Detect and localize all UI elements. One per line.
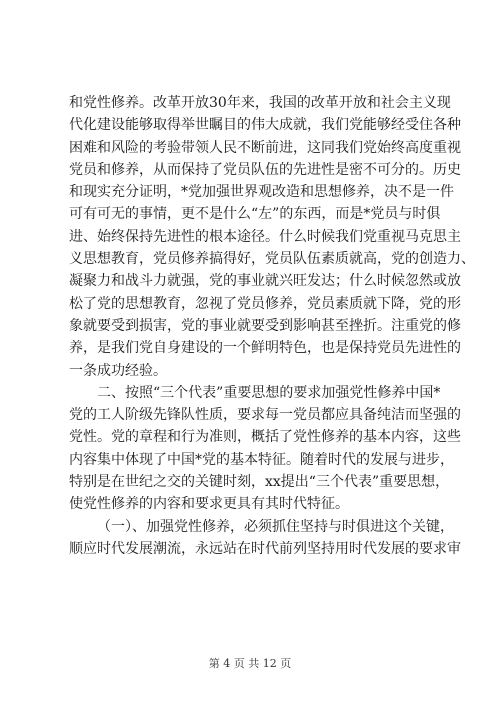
text-line: 进、始终保持先进性的根本途径。什么时候我们党重视马克思主 <box>69 228 461 245</box>
text-line: 党员和修养，从而保持了党员队伍的先进性是密不可分的。历史 <box>69 161 461 178</box>
text-line: 顺应时代发展潮流，永远站在时代前列坚持用时代发展的要求审 <box>69 540 461 557</box>
text-line: 二、按照“三个代表”重要思想的要求加强党性修养中国* <box>97 384 441 401</box>
text-line: 松了党的思想教育，忽视了党员修养，党员素质就下降，党的形 <box>69 295 461 312</box>
paragraph-2 <box>69 382 461 516</box>
text-line: 特别是在世纪之交的关键时刻，xx提出“三个代表”重要思想， <box>69 474 450 491</box>
paragraph-1 <box>69 92 475 382</box>
text-line: 养，是我们党自身建设的一个鲜明特色，也是保持党员先进性的 <box>69 340 461 357</box>
text-line: 困难和风险的考验带领人民不断前进，这同我们党始终高度重视 <box>69 139 461 156</box>
text-line: 象就要受到损害，党的事业就要受到影响甚至挫折。注重党的修 <box>69 317 461 334</box>
text-line: 可有可无的事情，更不是什么“左”的东西，而是*党员与时俱 <box>69 206 441 223</box>
text-line: 凝聚力和战斗力就强，党的事业就兴旺发达；什么时候忽然或放 <box>69 273 461 290</box>
page-footer: 第 4 页 共 12 页 <box>208 657 292 670</box>
text-line: 使党性修养的内容和要求更具有其时代特征。 <box>69 496 349 513</box>
document-body <box>69 92 475 560</box>
text-line: 党性。党的章程和行为准则，概括了党性修养的基本内容，这些 <box>69 429 461 446</box>
text-line: 一条成功经验。 <box>69 362 167 379</box>
paragraph-3 <box>69 516 461 561</box>
text-line: 和党性修养。改革开放30年来，我国的改革开放和社会主义现 <box>69 95 451 111</box>
text-line: 代化建设能够取得举世瞩目的伟大成就，我们党能够经受住各种 <box>69 117 461 134</box>
text-line: 和现实充分证明，*党加强世界观改造和思想修养，决不是一件 <box>69 184 454 201</box>
text-line: （一）、加强党性修养，必须抓住坚持与时俱进这个关键， <box>97 518 454 535</box>
text-line: 党的工人阶级先锋队性质，要求每一党员都应具备纯洁而坚强的 <box>69 407 461 424</box>
text-line: 内容集中体现了中国*党的基本特征。随着时代的发展与进步， <box>69 451 454 468</box>
text-line: 义思想教育，党员修养搞得好，党员队伍素质就高，党的创造力、 <box>69 251 475 268</box>
